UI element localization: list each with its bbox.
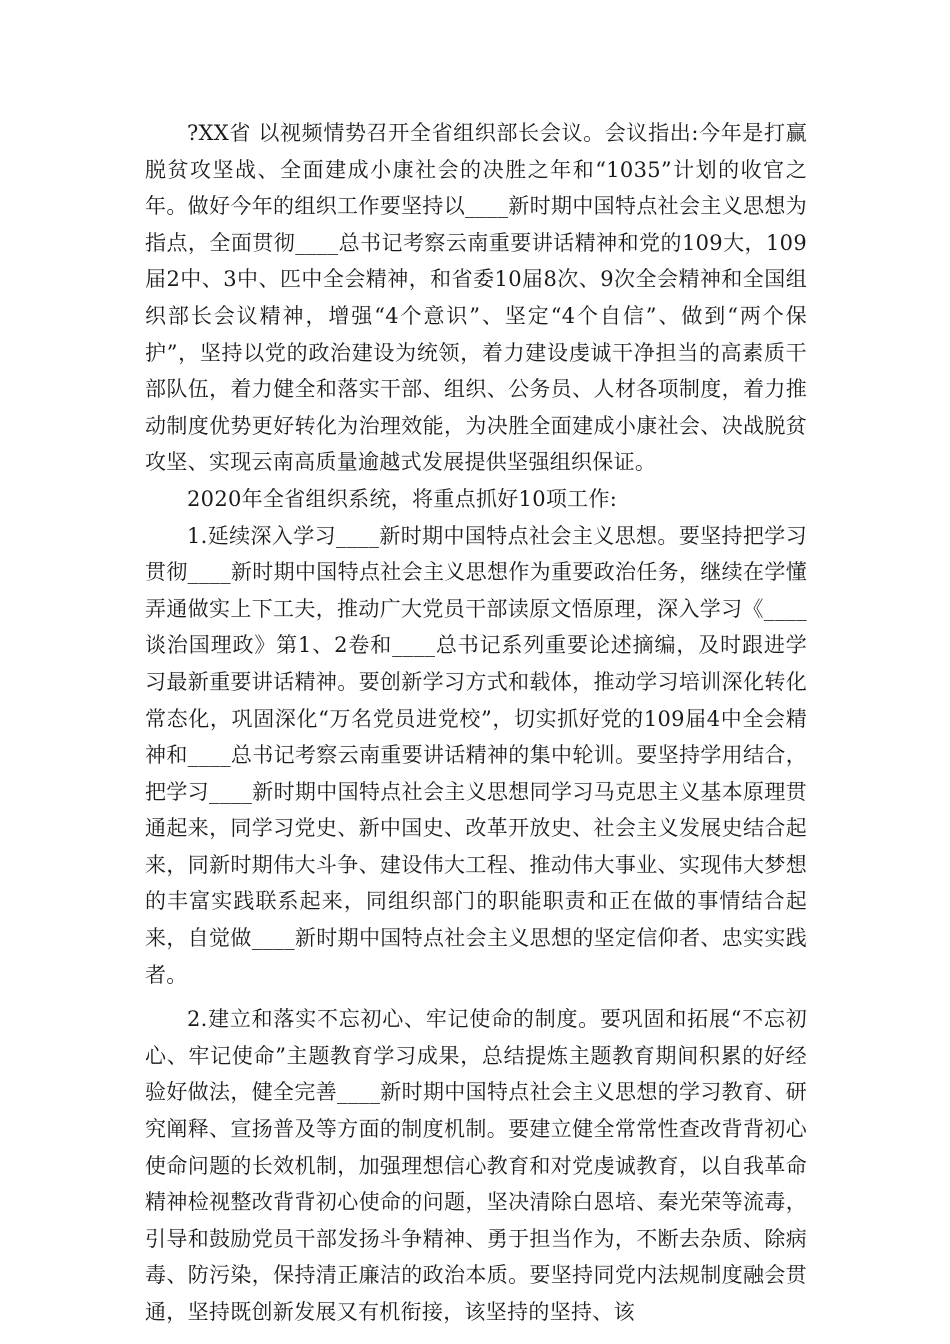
paragraph-meeting-summary: ?XX省 以视频情势召开全省组织部长会议。会议指出:今年是打赢脱贫攻坚战、全面建成小康社会的决胜之年和“1035”计划的收官之年。做好今年的组织工作要坚持以____新时期中国特点社会主义思想为指点，全面贯彻____总书记考察云南重要讲话精神和党的109大，109届2中、3中、匹中全会精神，和省委10届8次、9次全会精神和全国组织部长会议精神，增强“4个意识”、坚定“4个自信”、做到“两个保护”，坚持以党的政治建设为统领，着力建设虔诚干净担当的高素质干部队伍，着力健全和落实干部、组织、公务员、人材各项制度，着力推动制度优势更好转化为治理效能，为决胜全面建成小康社会、决战脱贫攻坚、实现云南高质量逾越式发展提供坚强组织保证。	[145, 121, 807, 475]
paragraph-ten-tasks-intro: 2020年全省组织系统，将重点抓好10项工作:	[187, 486, 618, 511]
document-body	[145, 115, 807, 1331]
paragraph-task-1: 1.延续深入学习____新时期中国特点社会主义思想。要坚持把学习贯彻____新时期中国特点社会主义思想作为重要政治任务，继续在学懂弄通做实上下工夫，推动广大党员干部读原文悟原理，深入学习《____谈治国理政》第1、2卷和____总书记系列重要论述摘编，及时跟进学习最新重要讲话精神。要创新学习方式和载体，推动学习培训深化转化常态化，巩固深化“万名党员进党校”，切实抓好党的109届4中全会精神和____总书记考察云南重要讲话精神的集中轮训。要坚持学用结合，把学习____新时期中国特点社会主义思想同学习马克思主义基本原理贯通起来，同学习党史、新中国史、改革开放史、社会主义发展史结合起来，同新时期伟大斗争、建设伟大工程、推动伟大事业、实现伟大梦想的丰富实践联系起来，同组织部门的职能职责和正在做的事情结合起来，自觉做____新时期中国特点社会主义思想的坚定信仰者、忠实实践者。	[145, 523, 807, 987]
paragraph-task-2: 2.建立和落实不忘初心、牢记使命的制度。要巩固和拓展“不忘初心、牢记使命”主题教育学习成果，总结提炼主题教育期间积累的好经验好做法，健全完善____新时期中国特点社会主义思想的学习教育、研究阐释、宣扬普及等方面的制度机制。要建立健全常常性查改背背初心使命问题的长效机制，加强理想信心教育和对党虔诚教育，以自我革命精神检视整改背背初心使命的问题，坚决清除白恩培、秦光荣等流毒，引导和鼓励党员干部发扬斗争精神、勇于担当作为，不断去杂质、除病毒、防污染，保持清正廉洁的政治本质。要坚持同党内法规制度融会贯通，坚持既创新发展又有机衔接，该坚持的坚持、该	[145, 1007, 807, 1324]
